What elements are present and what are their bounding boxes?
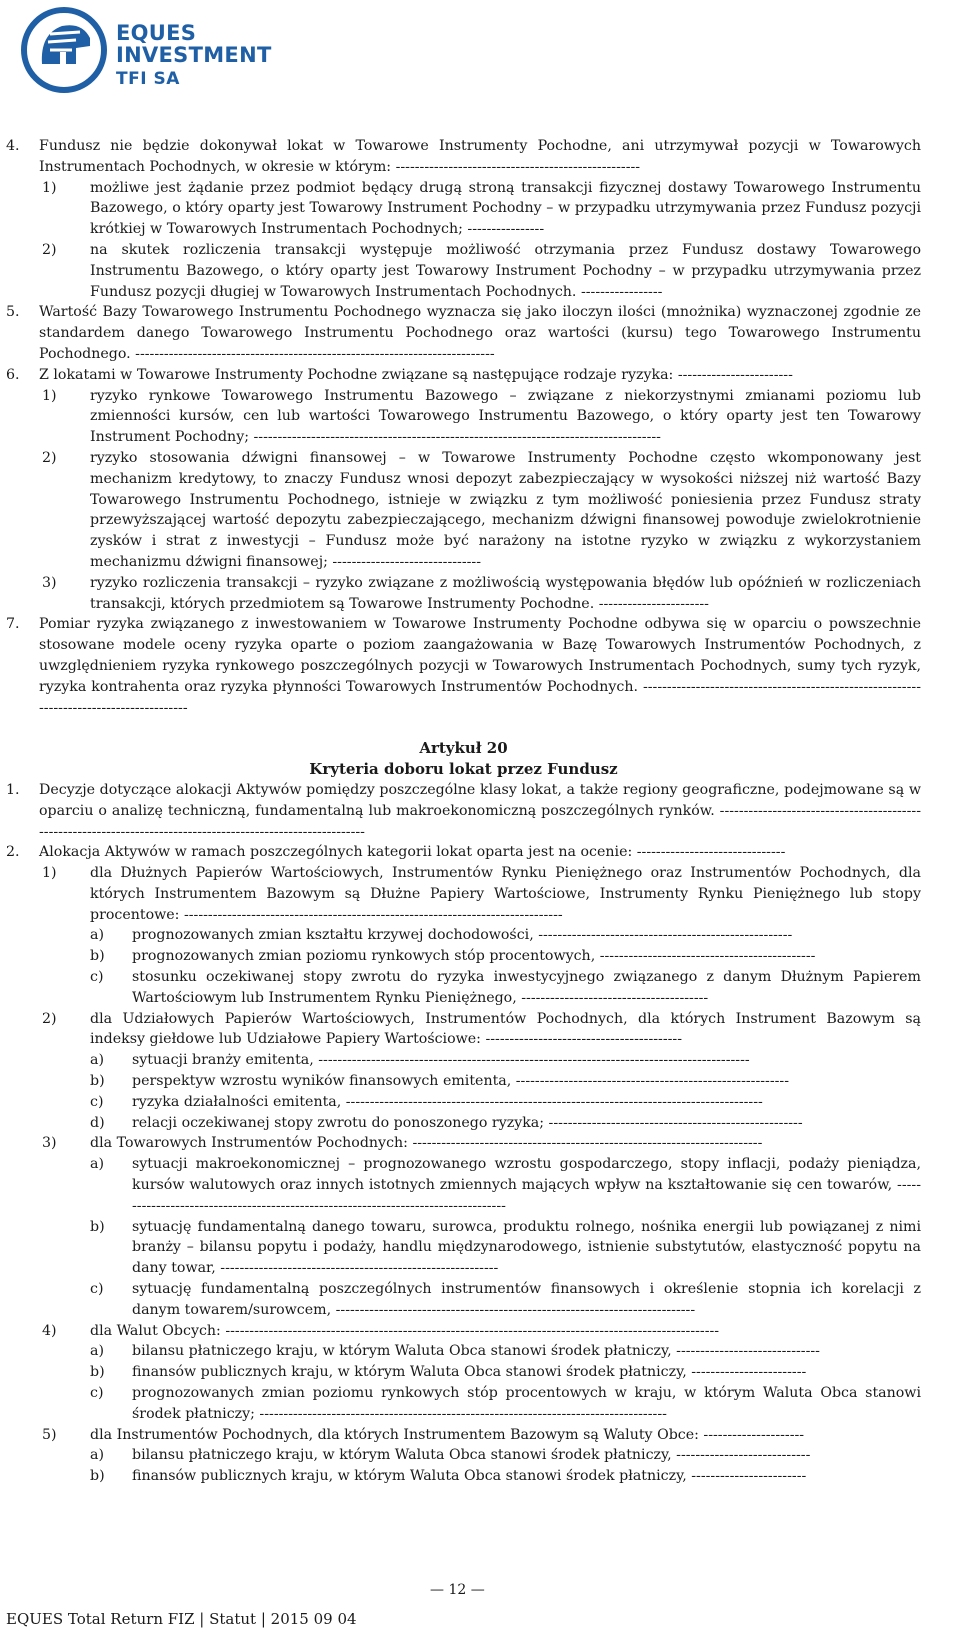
item-number: 2. [6,844,20,861]
list-item [90,1341,921,1362]
item-text: dla Towarowych Instrumentów Pochodnych: ------------------------------------------------------------------------- [90,1135,763,1152]
list-item [42,1133,921,1154]
item-number: 1) [42,387,57,404]
list-item [90,946,921,967]
list-item [90,1466,921,1487]
item-text: Fundusz nie będzie dokonywał lokat w Towarowe Instrumenty Pochodne, ani utrzymywał pozycji w Towarowych Instrumentach Pochodnych, w okresie w którym: --------------------------------------------------- [39,138,921,175]
item-number: 4) [42,1322,57,1339]
item-number: 3) [42,574,57,591]
list-item [6,842,921,863]
item-text: prognozowanych zmian poziomu rynkowych stóp procentowych, --------------------------------------------- [132,948,816,965]
item-text: Alokacja Aktywów w ramach poszczególnych kategorii lokat oparta jest na ocenie: ------------------------------- [39,844,786,861]
list-item [90,1113,921,1134]
list-item [90,1445,921,1466]
item-text: sytuację fundamentalną danego towaru, surowca, produktu rolnego, nośnika energii lub powiązanej z nimi branży – bilansu popytu i podaży, handlu międzynarodowego, istnienie substytutów, elastyczność popytu na dany towar, ---------------------------------------------------------- [132,1218,921,1277]
item-number: a) [90,1343,104,1360]
list-item [6,302,921,364]
item-text: Pomiar ryzyka związanego z inwestowaniem w Towarowe Instrumenty Pochodne odbywa się w oparciu o powszechnie stosowane modele oceny ryzyka oparte o poziom zaangażowania w Bazę Towarowych Instrumentów Pochodnych, z uwzględnieniem ryzyka rynkowego poszczególnych pozycji w Towarowych Instrumentach Pochodnych, sumy tych ryzyk, ryzyka kontrahenta oraz ryzyka płynności Towarowych Instrumentów Pochodnych. ----------------------------------------------------------------------------------------- [39,616,921,716]
item-number: a) [90,1052,104,1069]
list-item [42,240,921,302]
list-item [90,1154,921,1216]
item-number: 2) [42,241,57,258]
item-text: możliwe jest żądanie przez podmiot będący drugą stroną transakcji fizycznej dostawy Towarowego Instrumentu Bazowego, o który oparty jest Towarowy Instrument Pochodny – w przypadku utrzymywania przez Fundusz pozycji krótkiej w Towarowych Instrumentach Pochodnych; ---------------- [90,179,921,238]
article-title: Kryteria doboru lokat przez Fundusz [309,760,618,779]
item-number: b) [90,1468,105,1485]
list-item [42,448,921,573]
item-number: 3) [42,1135,57,1152]
item-text: ryzyko stosowania dźwigni finansowej – w Towarowe Instrumenty Pochodne często wkomponowany jest mechanizm kredytowy, to znaczy Fundusz wnosi depozyt zabezpieczający w wysokości niższej niż wartość Bazy Towarowego Instrumentu Pochodnego, istnieje w związku z tym możliwość poniesienia przez Fundusz straty przewyższającej wartość depozytu zabezpieczającego, mechanizm dźwigni finansowej powoduje zwielokrotnienie zysków i strat z inwestycji – Fundusz może być narażony na istotne ryzyko w związku z wykorzystaniem mechanizmu dźwigni finansowej; ------------------------------- [90,449,921,570]
item-text: finansów publicznych kraju, w którym Waluta Obca stanowi środek płatniczy, ------------------------ [132,1468,807,1485]
list-item [90,967,921,1009]
item-text: dla Udziałowych Papierów Wartościowych, Instrumentów Pochodnych, dla których Instrument Bazowym są indeksy giełdowe lub Udziałowe Papiery Wartościowe: ----------------------------------------- [90,1010,921,1048]
list-item [42,573,921,615]
logo-line-1: EQUES [116,21,197,45]
item-number: 2) [42,1010,57,1027]
list-item [90,1217,921,1279]
item-number: c) [90,1385,104,1402]
list-item [90,1279,921,1321]
eques-helmet-logo-icon [20,4,110,96]
item-text: dla Walut Obcych: ------------------------------------------------------------------------------------------------------- [90,1322,720,1339]
page-number: — 12 — [430,1582,485,1598]
article-number: Artykuł 20 [419,739,508,758]
item-number: d) [90,1114,105,1131]
item-number: 1) [42,865,57,882]
item-number: 1) [42,179,57,196]
item-number: 2) [42,449,57,466]
item-text: dla Instrumentów Pochodnych, dla których Instrumentem Bazowym są Waluty Obce: --------------------- [90,1426,805,1443]
item-text: sytuacji makroekonomicznej – prognozowanego wzrostu gospodarczego, stopy inflacji, podaży pieniądza, kursów walutowych oraz innych istotnych zmiennych mających wpływ na kształtowanie się cen towarów, ----------------------------------------------------------------------------------- [132,1156,921,1214]
list-item [6,614,921,718]
logo-line-3: TFI SA [116,69,180,89]
list-item [42,386,921,448]
item-number: b) [90,1218,105,1235]
item-number: c) [90,969,104,986]
document-footer: EQUES Total Return FIZ | Statut | 2015 09 04 [6,1610,357,1628]
list-item [6,136,921,178]
item-number: a) [90,927,104,944]
item-number: a) [90,1156,104,1173]
item-text: ryzyko rozliczenia transakcji – ryzyko związane z możliwością występowania błędów lub opóźnień w rozliczeniach transakcji, których przedmiotem są Towarowe Instrumenty Pochodne. ----------------------- [90,574,921,612]
item-text: bilansu płatniczego kraju, w którym Waluta Obca stanowi środek płatniczy, ------------------------------ [132,1343,820,1360]
item-number: a) [90,1447,104,1464]
article-20-items [6,780,921,1487]
list-item [90,1092,921,1113]
item-text: ryzyka działalności emitenta, --------------------------------------------------------------------------------------- [132,1093,763,1110]
item-text: bilansu płatniczego kraju, w którym Waluta Obca stanowi środek płatniczy, ---------------------------- [132,1447,811,1464]
item-text: Z lokatami w Towarowe Instrumenty Pochodne związane są następujące rodzaje ryzyka: ------------------------ [39,366,793,383]
item-text: ryzyko rynkowe Towarowego Instrumentu Bazowego – związane z niekorzystnymi zmianami poziomu lub zmienności kursów, cen lub wartości Towarowego Instrumentu Bazowego, o który oparty jest ten Towarowy Instrument Pochodny; ------------------------------------------------------------------------------------- [90,387,921,446]
item-text: perspektyw wzrostu wyników finansowych emitenta, --------------------------------------------------------- [132,1073,790,1090]
list-item [42,863,921,925]
item-text: Wartość Bazy Towarowego Instrumentu Pochodnego wyznacza się jako iloczyn ilości (mnożnika) wyznaczonej zgodnie ze standardem danego Towarowego Instrumentu Pochodnego oraz wartości (kursu) tego Towarowego Instrumentu Pochodnego. --------------------------------------------------------------------------- [39,304,921,362]
item-text: na skutek rozliczenia transakcji występuje możliwość otrzymania przez Fundusz dostawy Towarowego Instrumentu Bazowego, o który oparty jest Towarowy Instrument Pochodny – w przypadku utrzymywania przez Fundusz pozycji długiej w Towarowych Instrumentach Pochodnych. ----------------- [90,241,921,300]
list-item [42,1321,921,1342]
item-text: finansów publicznych kraju, w którym Waluta Obca stanowi środek płatniczy, ------------------------ [132,1364,807,1381]
list-item [6,780,921,842]
item-number: b) [90,948,105,965]
item-number: 1. [6,781,20,798]
article-19-items [6,136,921,718]
logo-wordmark [116,22,272,90]
list-item [42,178,921,240]
item-number: c) [90,1281,104,1298]
list-item [90,1362,921,1383]
list-item [90,925,921,946]
item-text: sytuację fundamentalną poszczególnych instrumentów finansowych i określenie stopnia ich korelacji z danym towarem/surowcem, --------------------------------------------------------------------------- [132,1281,921,1318]
item-number: 4. [6,138,20,154]
item-text: prognozowanych zmian poziomu rynkowych stóp procentowych w kraju, w którym Waluta Obca stanowi środek płatniczy; ------------------------------------------------------------------------------------- [132,1385,921,1422]
list-item [90,1071,921,1092]
logo-line-2: INVESTMENT [116,43,272,67]
item-text: relacji oczekiwanej stopy zwrotu do ponoszonego ryzyka; ----------------------------------------------------- [132,1114,803,1131]
list-item [90,1383,921,1425]
item-number: 5. [6,304,20,321]
item-number: 7. [6,616,20,633]
item-number: 5) [42,1426,57,1443]
list-item [6,365,921,386]
company-logo [20,4,270,96]
item-text: dla Dłużnych Papierów Wartościowych, Instrumentów Rynku Pieniężnego oraz Instrumentów Pochodnych, dla których Instrumentem Bazowym są Dłużne Papiery Wartościowe, Instrumenty Rynku Pieniężnego lub stopy procentowe: ------------------------------------------------------------------------------- [90,865,921,923]
list-item [42,1009,921,1051]
item-text: prognozowanych zmian kształtu krzywej dochodowości, ----------------------------------------------------- [132,927,793,944]
item-number: b) [90,1364,105,1381]
item-number: b) [90,1073,105,1090]
document-body [6,136,921,1487]
item-number: 6. [6,366,20,383]
item-text: sytuacji branży emitenta, ------------------------------------------------------------------------------------------ [132,1052,750,1069]
list-item [90,1050,921,1071]
item-text: stosunku oczekiwanej stopy zwrotu do ryzyka inwestycyjnego związanego z danym Dłużnym Papierem Wartościowym lub Instrumentem Rynku Pieniężnego, --------------------------------------- [132,969,921,1006]
list-item [42,1425,921,1446]
item-text: Decyzje dotyczące alokacji Aktywów pomiędzy poszczególne klasy lokat, a także regiony geograficzne, podejmowane są w oparciu o analizę techniczną, fundamentalną lub makroekonomiczną poszczególnych rynków. -------------------------------------------------------------------------------------------------------------- [39,781,921,840]
item-number: c) [90,1093,104,1110]
